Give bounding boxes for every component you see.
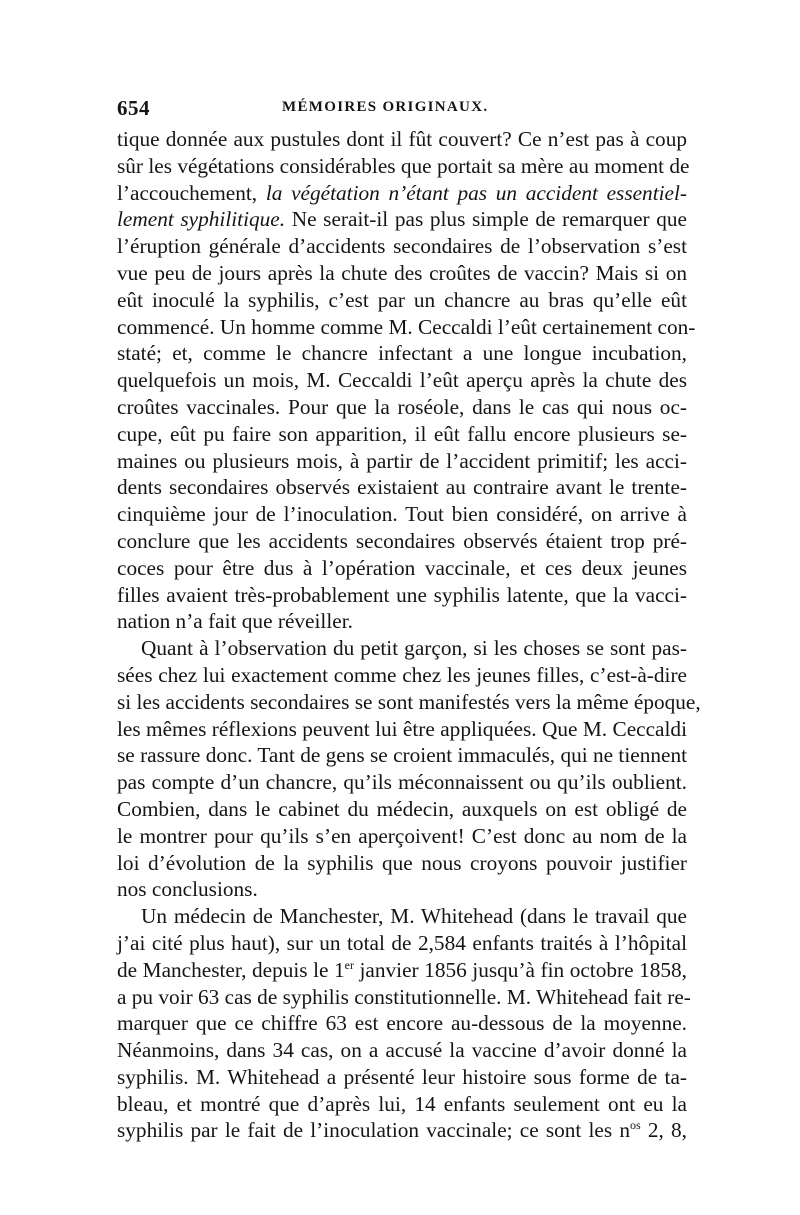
text-line xyxy=(117,180,687,207)
text-span: l’accouchement, xyxy=(117,180,258,205)
page-number: 654 xyxy=(117,96,150,120)
running-title: MÉMOIRES ORIGINAUX. xyxy=(282,99,489,115)
text-line: eût inoculé la syphilis, c’est par un chancre au bras qu’elle eût xyxy=(117,287,687,312)
text-line: les mêmes réflexions peuvent lui être appliquées. Que M. Ceccaldi xyxy=(117,716,687,741)
superscript: er xyxy=(344,957,354,972)
text-line: croûtes vaccinales. Pour que la roséole, dans le cas qui nous oc- xyxy=(117,394,687,419)
text-line: loi d’évolution de la syphilis que nous croyons pouvoir justifier xyxy=(117,850,687,875)
paragraph-last-line: nos conclusions. xyxy=(117,877,258,902)
text-line: sées chez lui exactement comme chez les jeunes filles, c’est-à-dire xyxy=(117,662,687,687)
text-line: tique donnée aux pustules dont il fût couvert? Ce n’est pas à coup xyxy=(117,127,687,151)
paragraph-first-line: Un médecin de Manchester, M. Whitehead (dans le travail que xyxy=(141,904,687,929)
text-line: conclure que les accidents secondaires observés étaient trop pré- xyxy=(117,528,687,553)
paragraph-last-line: nation n’a fait que réveiller. xyxy=(117,609,353,634)
text-line: staté; et, comme le chancre infectant a une longue incubation, xyxy=(117,341,687,366)
text-line xyxy=(117,1117,687,1144)
text-line: sûr les végétations considérables que portait sa mère au moment de xyxy=(117,153,690,178)
running-head xyxy=(117,94,687,124)
text-line: se rassure donc. Tant de gens se croient immaculés, qui ne tiennent xyxy=(117,743,688,768)
text-line: le montrer pour qu’ils s’en aperçoivent! C’est donc au nom de la xyxy=(117,823,687,848)
text-line: cupe, eût pu faire son apparition, il eût fallu encore plusieurs se- xyxy=(117,421,687,446)
text-span: 2, 8, xyxy=(640,1118,688,1143)
italic-phrase: lement syphilitique. xyxy=(117,207,286,232)
text-line: pas compte d’un chancre, qu’ils méconnaissent ou qu’ils oublient. xyxy=(117,770,687,795)
text-line xyxy=(117,957,687,984)
paragraph-first-line: Quant à l’observation du petit garçon, si les choses se sont pas- xyxy=(141,636,687,661)
text-line: coces pour être dus à l’opération vaccinale, et ces deux jeunes xyxy=(117,555,687,580)
text-span: syphilis par le fait de l’inoculation vaccinale; ce sont les n xyxy=(117,1118,631,1143)
text-line: maines ou plusieurs mois, à partir de l’accident primitif; les acci- xyxy=(117,448,687,473)
text-line: Combien, dans le cabinet du médecin, auxquels on est obligé de xyxy=(117,796,687,821)
text-line: commencé. Un homme comme M. Ceccaldi l’eût certainement con- xyxy=(117,314,696,339)
superscript: os xyxy=(630,1118,641,1133)
text-line: vue peu de jours après la chute des croûtes de vaccin? Mais si on xyxy=(117,260,687,285)
text-line: a pu voir 63 cas de syphilis constitutionnelle. M. Whitehead fait re- xyxy=(117,984,691,1009)
text-line: j’ai cité plus haut), sur un total de 2,584 enfants traités à l’hôpital xyxy=(117,930,687,955)
text-span: Ne serait-il pas plus simple de remarquer que xyxy=(291,207,687,232)
text-line: syphilis. M. Whitehead a présenté leur histoire sous forme de ta- xyxy=(117,1064,687,1089)
body-text xyxy=(117,126,701,1144)
text-line: quelquefois un mois, M. Ceccaldi l’eût aperçu après la chute des xyxy=(117,368,687,393)
text-line: filles avaient très-probablement une syphilis latente, que la vacci- xyxy=(117,582,687,607)
text-line: marquer que ce chiffre 63 est encore au-dessous de la moyenne. xyxy=(117,1011,687,1036)
text-line xyxy=(117,206,687,233)
text-line: cinquième jour de l’inoculation. Tout bien considéré, on arrive à xyxy=(117,502,687,527)
text-line: dents secondaires observés existaient au contraire avant le trente- xyxy=(117,475,687,500)
italic-phrase: la végétation n’étant pas un accident essentiel- xyxy=(265,180,688,205)
text-span: de Manchester, depuis le 1 xyxy=(117,957,345,982)
text-line: bleau, et montré que d’après lui, 14 enfants seulement ont eu la xyxy=(117,1091,687,1116)
text-line: l’éruption générale d’accidents secondaires de l’observation s’est xyxy=(117,234,687,259)
text-span: janvier 1856 jusqu’à fin octobre 1858, xyxy=(353,957,687,982)
text-line: si les accidents secondaires se sont manifestés vers la même époque, xyxy=(117,689,701,714)
text-line: Néanmoins, dans 34 cas, on a accusé la vaccine d’avoir donné la xyxy=(117,1038,687,1063)
